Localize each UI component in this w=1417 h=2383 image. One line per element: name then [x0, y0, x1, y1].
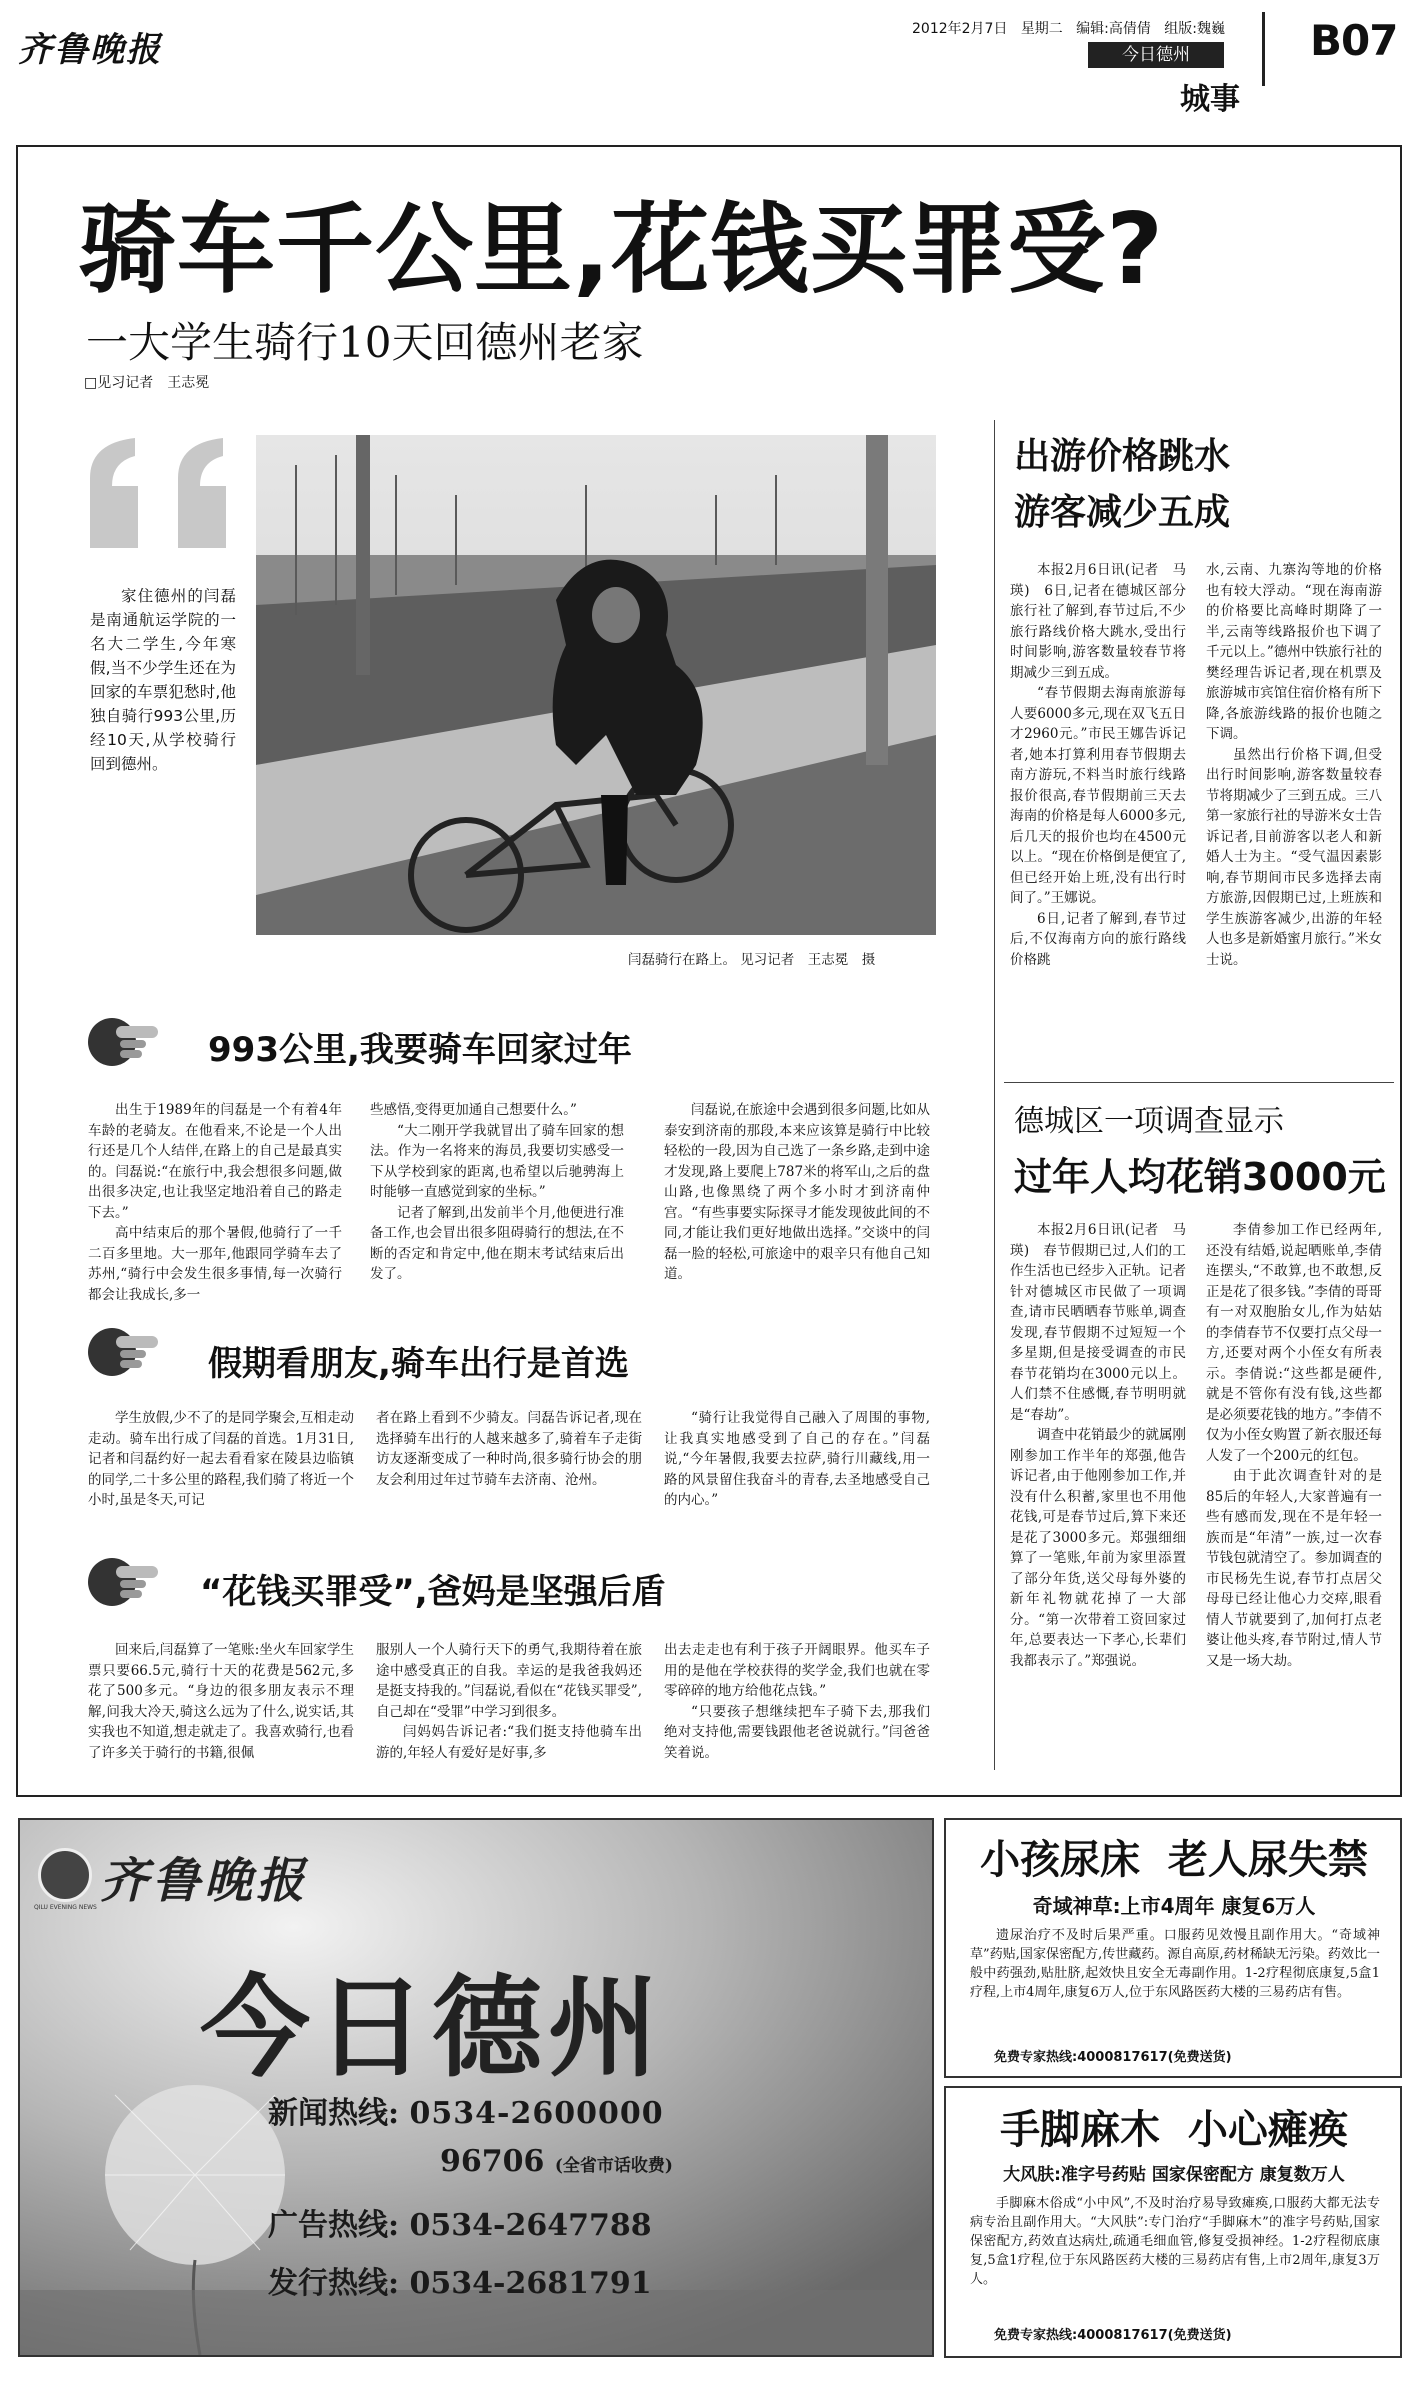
section-2-col-2 — [376, 1408, 642, 1490]
paragraph: 出生于1989年的闫磊是一个有着4年车龄的老骑友。在他看来,不论是一个人出行还是几个人结伴,在路上的自己是最真实的。闫磊说:“在旅行中,我会想很多问题,做出很多决定,也让我坚定地沿着自己的路走下去。” — [88, 1102, 342, 1221]
paragraph: 李倩参加工作已经两年,还没有结婚,说起晒账单,李倩连摆头,“不敢算,也不敢想,反正是花了很多钱。”李倩的哥哥有一对双胞胎女儿,作为姑姑的李倩春节不仅要打点父母一方,还要对两个小侄女有所表示。李倩说:“这些都是硬件,就是不管你有没有钱,这些都是必须要花钱的地方。”李倩不仅为小侄女购置了新衣服还每人发了一个200元的红包。 — [1206, 1222, 1382, 1464]
paragraph: 闫妈妈告诉记者:“我们挺支持他骑车出游的,年轻人有爱好是好事,多 — [376, 1724, 642, 1761]
paragraph: 回来后,闫磊算了一笔账:坐火车回家学生票只要66.5元,骑行十天的花费是562元,多花了500多元。“身边的很多朋友表示不理解,问我大冷天,骑这么远为了什么,说实话,其实我也不知道,想走就走了。我喜欢骑行,也看了许多关于骑行的书籍,很佩 — [88, 1642, 354, 1761]
main-headline: 骑车千公里,花钱买罪受? — [78, 193, 1165, 307]
hotline-number: 0534-2600000 — [409, 2096, 664, 2131]
paragraph: “只要孩子想继续把车子骑下去,那我们绝对支持他,需要钱跟他老爸说就行。”闫爸爸笑着说。 — [664, 1703, 930, 1761]
masthead-meta — [912, 18, 1225, 38]
hotline-96706 — [440, 2144, 673, 2179]
paragraph: 虽然出行价格下调,但受出行时间影响,游客数量较春节将期减少了三到五成。三八第一家旅行社的导游米女士告诉记者,目前游客以老人和新婚人士为主。“受气温因素影响,春节期间市民多选择去南方旅游,因假期已过,上班族和学生族游客减少,出游的年轻人也多是新婚蜜月旅行。”米女士说。 — [1206, 746, 1382, 968]
hotline-number: 96706 — [440, 2144, 545, 2179]
hotline-ads — [268, 2200, 652, 2244]
sidebar2-col-1 — [1010, 1220, 1186, 1671]
paragraph: “大二刚开学我就冒出了骑车回家的想法。作为一名将来的海员,我要切实感受一下从学校到家的距离,也希望以后驰骋海上时能够一直感觉到家的坐标。” — [370, 1122, 624, 1200]
banner-title: 今日德州 — [200, 1964, 664, 2092]
masthead — [0, 0, 1417, 117]
paragraph: 者在路上看到不少骑友。闫磊告诉记者,现在选择骑车出行的人越来越多了,骑着车子走街访友逐渐变成了一种时尚,很多骑行协会的朋友会利用过年过节骑车去济南、沧州。 — [376, 1410, 642, 1488]
paragraph: 6日,记者了解到,春节过后,不仅海南方向的旅行路线价格跳 — [1010, 910, 1186, 968]
sidebar1-col-1 — [1010, 560, 1186, 970]
paragraph: 本报2月6日讯(记者 马瑛) 春节假期已过,人们的工作生活也已经步入正轨。记者针对德城区市民做了一项调查,请市民晒晒春节账单,调查发现,春节假期不过短短一个多星期,但是接受调查的市民春节花销均在3000元以上。人们禁不住感慨,春节明明就是“春劫”。 — [1010, 1222, 1186, 1423]
sidebar1-headline-2: 游客减少五成 — [1014, 492, 1231, 533]
paragraph: “骑行让我觉得自己融入了周围的事物,让我真实地感受到了自己的存在。”闫磊说,“今年暑假,我要去拉萨,骑行川藏线,用一路的风景留住我奋斗的青春,去圣地感受自己的内心。” — [664, 1410, 930, 1508]
main-subhead: 一大学生骑行10天回德州老家 — [86, 318, 644, 367]
sidebar-separator — [1004, 1082, 1394, 1083]
issue-weekday: 星期二 — [1020, 21, 1063, 37]
sidebar1-headline-1: 出游价格跳水 — [1014, 436, 1231, 477]
section-1-col-1 — [88, 1100, 342, 1305]
ad2-sub: 大风肤:准字号药贴 国家保密配方 康复数万人 — [1003, 2165, 1345, 2185]
paragraph: 手脚麻木俗成“小中风”,不及时治疗易导致瘫痪,口服药大都无法专病专治且副作用大。“大风肤”:专门治疗“手脚麻木”的准字号药贴,国家保密配方,药效直达病灶,疏通毛细血管,修复受损神经。1-2疗程彻底康复,5盒1疗程,位于东风路医药大楼的三易药店有售,上市2周年,康复3万人。 — [970, 2196, 1380, 2287]
newspaper-logo-icon — [38, 1848, 92, 1902]
paragraph: 水,云南、九寨沟等地的价格也有较大浮动。“现在海南游的价格要比高峰时期降了一半,云南等线路报价也下调了千元以上。”德州中铁旅行社的樊经理告诉记者,现在机票及旅游城市宾馆住宿价格有所下降,各旅游线路的报价也随之下调。 — [1206, 562, 1382, 742]
paragraph: 学生放假,少不了的是同学聚会,互相走动走动。骑车出行成了闫磊的首选。1月31日,记者和闫磊约好一起去看看家在陵县边临镇的同学,二十多公里的路程,我们骑了将近一个小时,虽是冬天,可记 — [88, 1410, 354, 1508]
section-2-col-3 — [664, 1408, 930, 1511]
intro-text: 家住德州的闫磊是南通航运学院的一名大二学生,今年寒假,当不少学生还在为回家的车票犯愁时,他独自骑行993公里,历经10天,从学校骑行回到德州。 — [90, 587, 236, 773]
ad2-hotline: 免费专家热线:4000817617(免费送货) — [994, 2328, 1232, 2343]
paragraph: 由于此次调查针对的是85后的年轻人,大家普遍有一些有感而发,现在不是年轻一族而是“年清”一族,过一次春节钱包就清空了。参加调查的市民杨先生说,春节打点居父母母已经让他心力交瘁,眼看情人节就要到了,加何打点老婆让他头疼,春节附过,情人节又是一场大劫。 — [1206, 1468, 1382, 1669]
sidebar1-col-2 — [1206, 560, 1382, 970]
banner-ad — [18, 1818, 934, 2357]
sidebar2-kicker: 德城区一项调查显示 — [1014, 1104, 1284, 1139]
paragraph: “春节假期去海南旅游每人要6000多元,现在双飞五日才2960元。”市民王娜告诉记者,她本打算利用春节假期去南方游玩,不料当时旅行线路报价很高,春节假期前三天去海南的价格是每人6000多元,后几天的报价也均在4500元以上。“现在价格倒是便宜了,但已经开始上班,没有出行时间了。”王娜说。 — [1010, 685, 1186, 906]
section-3-col-2 — [376, 1640, 642, 1763]
banner-brand: 齐鲁晚报 — [100, 1853, 309, 1909]
section-1-col-2 — [370, 1100, 624, 1285]
section-heading-2: 假期看朋友,骑车出行是首选 — [208, 1344, 629, 1384]
header-divider — [1262, 12, 1265, 86]
section-1-col-3 — [664, 1100, 930, 1285]
ad1-body — [970, 1926, 1380, 2002]
main-byline: □见习记者 王志冕 — [84, 375, 210, 391]
quote-marks-icon — [80, 438, 250, 562]
issue-date: 2012年2月7日 — [912, 21, 1008, 37]
photo-caption: 闫磊骑行在路上。 见习记者 王志冕 摄 — [628, 952, 876, 968]
paragraph: 遗尿治疗不及时后果严重。口服药见效慢且副作用大。“奇域神草”药贴,国家保密配方,传世藏药。源自高原,药材稀缺无污染。药效比一般中药强劲,贴肚脐,起效快且安全无毒副作用。1-2疗程彻底康复,5盒1疗程,上市4周年,康复6万人,位于东风路医药大楼的三易药店有售。 — [970, 1928, 1380, 2000]
masthead-brand: 齐鲁晚报 — [18, 30, 162, 70]
paragraph: 服别人一个人骑行天下的勇气,我期待着在旅途中感受真正的自我。幸运的是我爸我妈还是挺支持我的。”闫磊说,看似在“花钱买罪受”,自己却在“受罪”中学习到很多。 — [376, 1642, 642, 1720]
section-heading-3: “花钱买罪受”,爸妈是坚强后盾 — [200, 1572, 666, 1612]
paragraph: 出去走走也有利于孩子开阔眼界。他买车子用的是他在学校获得的奖学金,我们也就在零零碎碎的地方给他花点钱。” — [664, 1642, 930, 1699]
page-number: B07 — [1310, 16, 1398, 65]
pointing-hand-icon — [86, 1552, 160, 1614]
sidebar-divider — [994, 420, 995, 1770]
paragraph: 闫磊说,在旅途中会遇到很多问题,比如从泰安到济南的那段,本来应该算是骑行中比较轻松的一段,因为自己选了一条乡路,走到中途才发现,路上要爬上787米的将军山,之后的盘山路,也像黑绕了两个多小时才到济南仲宫。“有些事要实际探寻才能发现彼此间的不同,才能让我们更好地做出选择。”交谈中的闫磊一脸的轻松,可旅途中的艰辛只有他自己知道。 — [664, 1102, 930, 1282]
section-2-col-1 — [88, 1408, 354, 1511]
ad1-hotline: 免费专家热线:4000817617(免费送货) — [994, 2050, 1232, 2065]
paragraph: 调查中花销最少的就属刚刚参加工作半年的郑强,他告诉记者,由于他刚参加工作,并没有什么积蓄,家里也不用他花钱,可是春节过后,算下来还是花了3000多元。郑强细细算了一笔账,年前为家里添置了部分年货,送父母每外婆的新年礼物就花掉了一大部分。“第一次带着工资回家过年,总要表达一下孝心,长辈们我都表示了。”郑强说。 — [1010, 1427, 1186, 1669]
hotline-note: (全省市话收费) — [554, 2156, 673, 2176]
section-3-col-1 — [88, 1640, 354, 1763]
paragraph: 高中结束后的那个暑假,他骑行了一千二百多里地。大一那年,他跟同学骑车去了苏州,“骑行中会发生很多事情,每一次骑行都会让我成长,多一 — [88, 1225, 342, 1303]
ad2-headline: 手脚麻木 小心瘫痪 — [1000, 2107, 1348, 2153]
banner-logo-small: QILU EVENING NEWS — [34, 1904, 97, 1911]
sidebar2-headline: 过年人均花销3000元 — [1014, 1155, 1386, 1199]
hotline-news — [268, 2088, 664, 2132]
hotline-label: 发行热线: — [268, 2266, 400, 2301]
cyclist-photo — [256, 435, 936, 935]
paragraph: 些感悟,变得更加通自己想要什么。” — [370, 1102, 577, 1118]
section-heading-1: 993公里,我要骑车回家过年 — [208, 1030, 632, 1070]
ad1-sub: 奇域神草:上市4周年 康复6万人 — [1032, 1894, 1316, 1918]
hotline-label: 新闻热线: — [268, 2096, 400, 2131]
sidebar2-col-2 — [1206, 1220, 1382, 1671]
main-article-box — [16, 145, 1402, 1797]
ad1-headline: 小孩尿床 老人尿失禁 — [980, 1837, 1368, 1883]
paragraph: 本报2月6日讯(记者 马瑛) 6日,记者在德城区部分旅行社了解到,春节过后,不少旅行路线价格大跳水,受出行时间影响,游客数量较春节将期减少三到五成。 — [1010, 562, 1186, 681]
editor: 编辑:高倩倩 — [1076, 21, 1151, 37]
ad2-body — [970, 2194, 1380, 2289]
paragraph: 记者了解到,出发前半个月,他便进行准备工作,也会冒出很多阻碍骑行的想法,在不断的否定和肯定中,他在期末考试结束后出发了。 — [370, 1204, 624, 1282]
pointing-hand-icon — [86, 1322, 160, 1384]
layout-credit: 组版:魏巍 — [1164, 21, 1225, 37]
section-tag: 今日德州 — [1088, 42, 1224, 68]
pointing-hand-icon — [86, 1012, 160, 1074]
hotline-number: 0534-2647788 — [409, 2208, 652, 2243]
section-3-col-3 — [664, 1640, 930, 1763]
hotline-number: 0534-2681791 — [409, 2266, 652, 2301]
hotline-label: 广告热线: — [268, 2208, 400, 2243]
hotline-distribution — [268, 2258, 652, 2302]
ad-box-1 — [944, 1818, 1402, 2078]
ad-box-2 — [944, 2086, 1402, 2358]
section-name: 城事 — [1180, 82, 1240, 117]
